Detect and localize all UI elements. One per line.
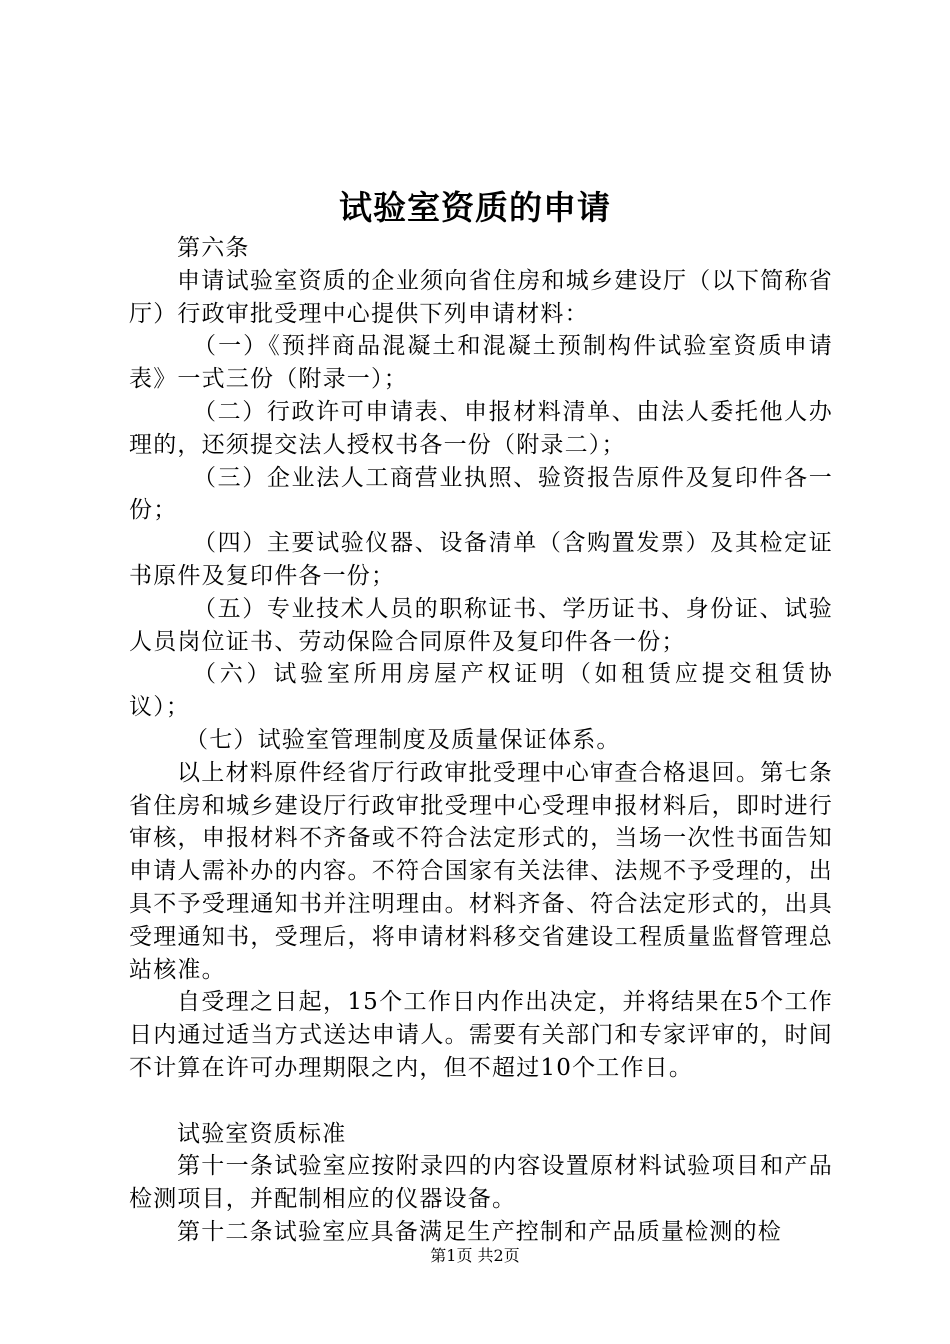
list-item-6: （六）试验室所用房屋产权证明（如租赁应提交租赁协议）； [129, 661, 833, 721]
document-title: 试验室资质的申请 [339, 188, 611, 227]
list-item-4: （四）主要试验仪器、设备清单（含购置发票）及其检定证书原件及复印件各一份； [129, 530, 833, 589]
page-footer: 第1页 共2页 [430, 1246, 520, 1265]
list-item-7: （七）试验室管理制度及质量保证体系。 [185, 726, 621, 753]
list-item-5: （五）专业技术人员的职称证书、学历证书、身份证、试验人员岗位证书、劳动保险合同原件及复印件各一份； [129, 595, 833, 655]
body-paragraph: 以上材料原件经省厅行政审批受理中心审查合格退回。第七条省住房和城乡建设厅行政审批受理中心受理申报材料后，即时进行审核，申报材料不齐备或不符合法定形式的，当场一次性书面告知申请人需补办的内容。不符合国家有关法律、法规不予受理的，出具不予受理通知书并注明理由。材料齐备、符合法定形式的，出具受理通知书，受理后，将申请材料移交省建设工程质量监督管理总站核准。 [129, 759, 833, 983]
body-paragraph: 申请试验室资质的企业须向省住房和城乡建设厅（以下简称省厅）行政审批受理中心提供下列申请材料： [129, 267, 833, 327]
body-paragraph: 第十二条试验室应具备满足生产控制和产品质量检测的检 [177, 1218, 782, 1245]
list-item-2: （二）行政许可申请表、申报材料清单、由法人委托他人办理的，还须提交法人授权书各一份（附录二）； [129, 398, 833, 458]
article-heading: 第六条 [177, 235, 250, 261]
section-heading: 试验室资质标准 [177, 1120, 347, 1147]
list-item-1: （一）《预拌商品混凝土和混凝土预制构件试验室资质申请表》一式三份（附录一）； [129, 333, 833, 393]
list-item-3: （三）企业法人工商营业执照、验资报告原件及复印件各一份； [129, 464, 833, 524]
body-paragraph: 第十一条试验室应按附录四的内容设置原材料试验项目和产品检测项目，并配制相应的仪器设备。 [129, 1153, 833, 1213]
blank-line [129, 1085, 833, 1118]
document-body [129, 232, 833, 1249]
body-paragraph: 自受理之日起，15个工作日内作出决定，并将结果在5个工作日内通过适当方式送达申请人。需要有关部门和专家评审的，时间不计算在许可办理期限之内，但不超过10个工作日。 [129, 989, 833, 1081]
